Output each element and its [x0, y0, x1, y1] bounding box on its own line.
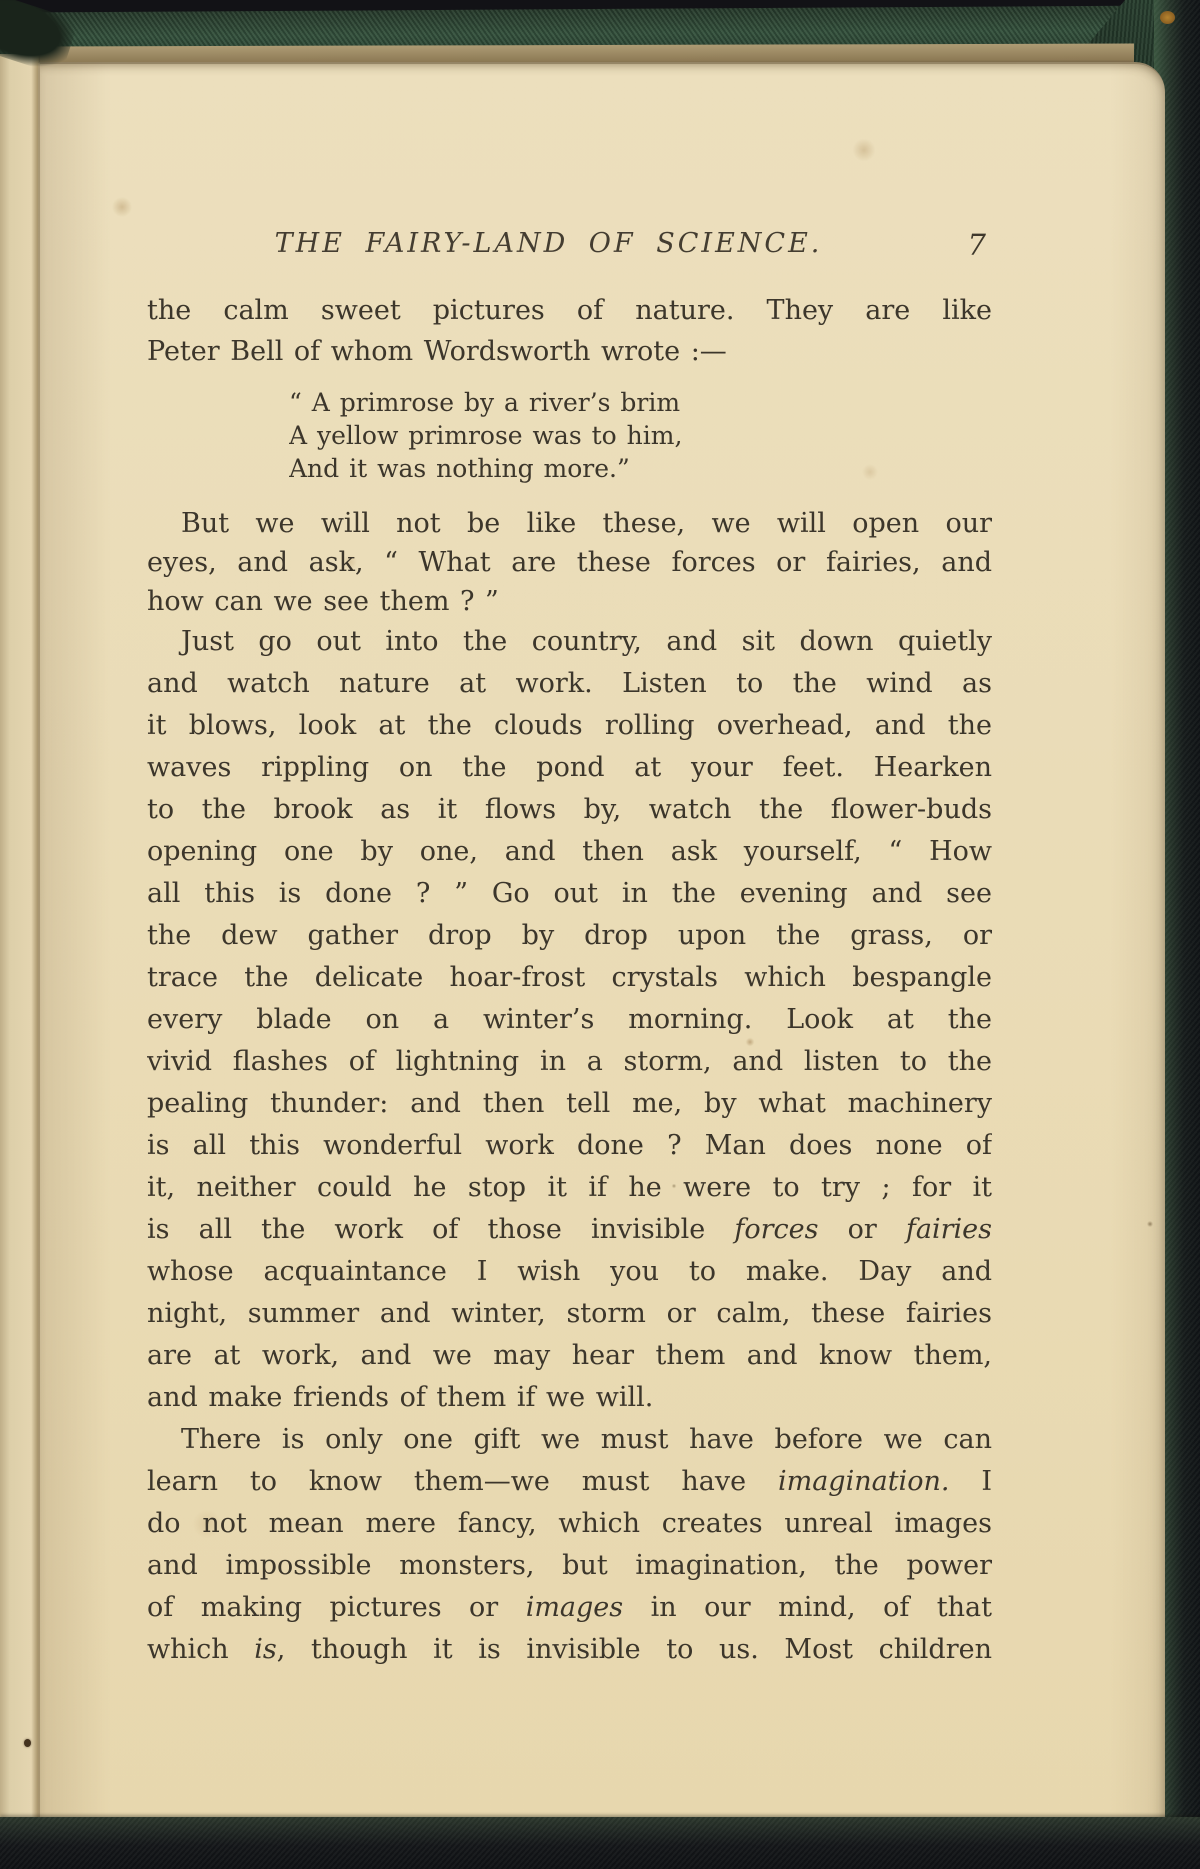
text-line: it blows, look at the clouds rolling overhead, and the	[147, 710, 992, 741]
text-line: pealing thunder: and then tell me, by what machinery	[147, 1088, 992, 1119]
text-line: do not mean mere fancy, which creates unreal images	[147, 1508, 992, 1539]
book-page	[38, 62, 1165, 1826]
text-line: all this is done ? ” Go out in the evening and see	[147, 878, 992, 909]
text-line: eyes, and ask, “ What are these forces or fairies, and	[147, 547, 992, 578]
text-line: Just go out into the country, and sit down quietly	[181, 626, 992, 657]
text-line: and impossible monsters, but imagination, the power	[147, 1550, 992, 1581]
text-line: are at work, and we may hear them and know them,	[147, 1340, 992, 1371]
text-line: the dew gather drop by drop upon the grass, or	[147, 920, 992, 951]
text-line: opening one by one, and then ask yourself, “ How	[147, 836, 992, 867]
prose-block	[147, 1419, 992, 1671]
printed-text-area	[147, 64, 992, 1826]
prose-block	[147, 504, 992, 621]
text-line: But we will not be like these, we will open our	[181, 508, 992, 539]
book-cover-bottom-edge	[0, 1817, 1200, 1869]
text-line: to the brook as it flows by, watch the flower-buds	[147, 794, 992, 825]
ink-speck	[24, 1739, 31, 1747]
prose-block	[147, 290, 992, 372]
text-line: whose acquaintance I wish you to make. Day and	[147, 1256, 992, 1287]
verse-line: A yellow primrose was to him,	[289, 421, 683, 450]
running-header-title: THE FAIRY-LAND OF SCIENCE.	[274, 228, 823, 259]
text-line: and make friends of them if we will.	[147, 1382, 654, 1413]
text-line: night, summer and winter, storm or calm, these fairies	[147, 1298, 992, 1329]
text-line: which is, though it is invisible to us. Most children	[147, 1634, 992, 1665]
text-line: is all the work of those invisible forces or fairies	[147, 1214, 992, 1245]
text-line: the calm sweet pictures of nature. They are like	[147, 295, 992, 326]
page-stack-left-edge	[0, 54, 40, 1832]
text-line: There is only one gift we must have before we can	[181, 1424, 992, 1455]
text-line: and watch nature at work. Listen to the wind as	[147, 668, 992, 699]
text-line: how can we see them ? ”	[147, 586, 499, 617]
text-line: every blade on a winter’s morning. Look at the	[147, 1004, 992, 1035]
prose-block	[147, 621, 992, 1419]
verse-block	[147, 386, 992, 485]
text-line: waves rippling on the pond at your feet. Hearken	[147, 752, 992, 783]
text-line: it, neither could he stop it if he were to try ; for it	[147, 1172, 992, 1203]
corner-stain-mark	[1160, 11, 1175, 24]
text-line: is all this wonderful work done ? Man does none of	[147, 1130, 992, 1161]
verse-line: And it was nothing more.”	[289, 454, 630, 483]
page-number: 7	[967, 228, 986, 262]
text-line: learn to know them—we must have imagination. I	[147, 1466, 992, 1497]
text-line: trace the delicate hoar-frost crystals which bespangle	[147, 962, 992, 993]
text-line: vivid flashes of lightning in a storm, and listen to the	[147, 1046, 992, 1077]
verse-line: “ A primrose by a river’s brim	[289, 388, 681, 417]
text-line: of making pictures or images in our mind, of that	[147, 1592, 992, 1623]
text-line: Peter Bell of whom Wordsworth wrote :—	[147, 336, 727, 367]
running-header	[147, 228, 992, 262]
